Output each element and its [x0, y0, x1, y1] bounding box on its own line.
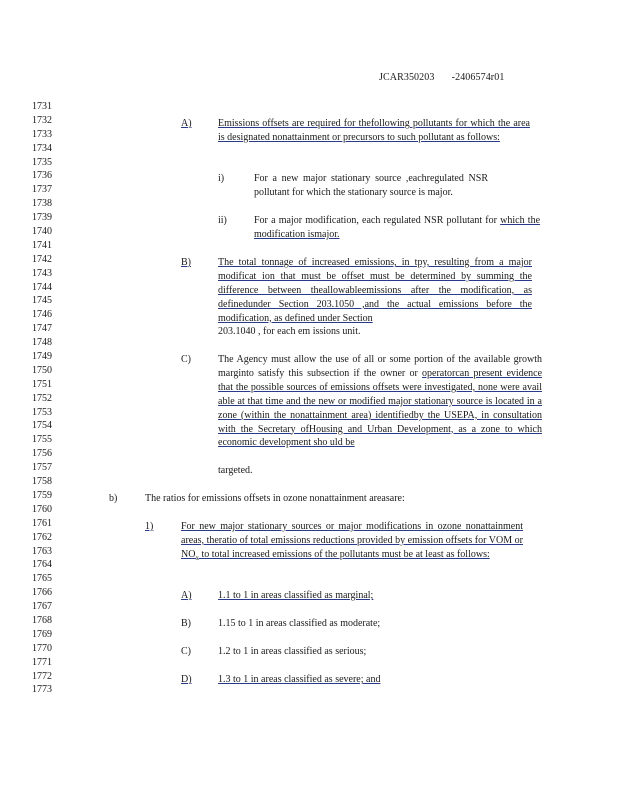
line-number: 1748: [32, 337, 52, 349]
line-number: 1744: [32, 281, 52, 293]
subitem-label: ii): [218, 215, 227, 226]
line-number: 1756: [32, 448, 52, 460]
line-number: 1772: [32, 670, 52, 682]
line-number: 1739: [32, 212, 52, 224]
item-c-text: [218, 353, 542, 450]
line-number: 1746: [32, 309, 52, 321]
item-b-text: The total tonnage of increased emissions, in tpy, resulting from a major modificat ion that must be offset must be determined by summing the difference between theallowableemissions after the modification, as definedunder Section 203.1050 ,and the actual emissions before the modification, as defined under Section: [218, 257, 532, 324]
line-number: 1731: [32, 101, 52, 112]
ratio-label: C): [181, 646, 191, 657]
item-1-text: [181, 520, 523, 562]
line-number: 1736: [32, 170, 52, 182]
line-number: 1760: [32, 503, 52, 515]
line-number: 1735: [32, 156, 52, 168]
item-1-text-part: For new major stationary sources or major modifications in ozone nonattainment areas, theratio of total emissions reductions provided by emission offsets for VOM or NO: [181, 521, 523, 560]
subitem-ii-text-plain: For a major modification, each regulated NSR pollutant for: [254, 215, 497, 226]
line-number: 1752: [32, 392, 52, 404]
line-number: 1749: [32, 351, 52, 363]
line-number: 1732: [32, 114, 52, 126]
line-number: 1742: [32, 253, 52, 265]
subitem-ii-text: [254, 214, 540, 242]
line-number: 1754: [32, 420, 52, 432]
subitem-i-text: For a new major stationary source ,eachregulated NSR pollutant for which the stationary source is major.: [254, 173, 488, 198]
ratio-text: 1.15 to 1 in areas classified as moderate;: [218, 618, 381, 629]
line-number: 1773: [32, 684, 52, 696]
item-label: 1): [145, 521, 154, 532]
line-number: 1765: [32, 573, 52, 585]
line-number: 1770: [32, 642, 52, 654]
document-id: JCAR350203: [379, 72, 435, 83]
line-number: 1745: [32, 295, 52, 307]
line-number: 1758: [32, 476, 52, 488]
ratio-text: 1.2 to 1 in areas classified as serious;: [218, 646, 367, 657]
line-number: 1734: [32, 142, 52, 154]
line-number: 1757: [32, 462, 52, 474]
line-number: 1771: [32, 656, 52, 668]
line-number: 1767: [32, 601, 52, 613]
item-c-text-plain: The Agency must allow the use of all or some portion of the available growth marginto satisfy this subsection if the owner or: [218, 354, 542, 379]
line-number: 1740: [32, 226, 52, 238]
item-b-text-tail: 203.1040 , for each em issions unit.: [218, 326, 361, 337]
line-number: 1762: [32, 531, 52, 543]
line-number: 1753: [32, 406, 52, 418]
line-number: 1747: [32, 323, 52, 335]
ratio-label: D): [181, 674, 192, 685]
line-number: 1751: [32, 378, 52, 390]
line-number: 1743: [32, 267, 52, 279]
page-header: [379, 72, 504, 83]
line-number: 1759: [32, 489, 52, 501]
item-label: C): [181, 354, 191, 365]
line-number-gutter: [32, 100, 58, 697]
document-reference: -2406574r01: [451, 72, 505, 83]
section-b-text: The ratios for emissions offsets in ozone nonattainment areasare:: [145, 493, 405, 504]
line-number: 1741: [32, 239, 52, 251]
item-label: A): [181, 118, 192, 129]
ratio-label: B): [181, 618, 191, 629]
line-number: 1768: [32, 614, 52, 626]
item-c-text-tail: targeted.: [218, 465, 253, 476]
line-number: 1764: [32, 559, 52, 571]
section-label: b): [109, 493, 118, 504]
line-number: 1769: [32, 628, 52, 640]
item-1-text-part: to total increased emissions of the pollutants must be at least as follows:: [198, 548, 490, 560]
line-number: 1766: [32, 587, 52, 599]
line-number: 1737: [32, 184, 52, 196]
ratio-label: A): [181, 590, 192, 601]
ratio-text: 1.1 to 1 in areas classified as marginal;: [218, 590, 374, 601]
line-number: 1755: [32, 434, 52, 446]
ratio-text: 1.3 to 1 in areas classified as severe; and: [218, 674, 381, 685]
item-label: B): [181, 257, 191, 268]
line-number: 1750: [32, 364, 52, 376]
line-number: 1761: [32, 517, 52, 529]
item-a-text: Emissions offsets are required for thefollowing pollutants for which the area is designated nonattainment or precursors to such pollutant as follows:: [218, 118, 530, 143]
line-number: 1738: [32, 198, 52, 210]
item-c-text-amended: operatorcan present evidence that the possible sources of emissions offsets were investigated, none were avail able at that time and the new or modified major stationary source is located in a zone (within the nonattainment area) identifiedby the USEPA, in consultation with the Secretary ofHousing and Urban Development, as a zone to which economic development sho uld be: [218, 367, 543, 449]
subitem-label: i): [218, 173, 225, 184]
nox-subscript: x: [195, 553, 199, 562]
subitem-ii-text-amended: which the modification ismajor.: [254, 215, 541, 240]
line-number: 1733: [32, 128, 52, 140]
line-number: 1763: [32, 545, 52, 557]
